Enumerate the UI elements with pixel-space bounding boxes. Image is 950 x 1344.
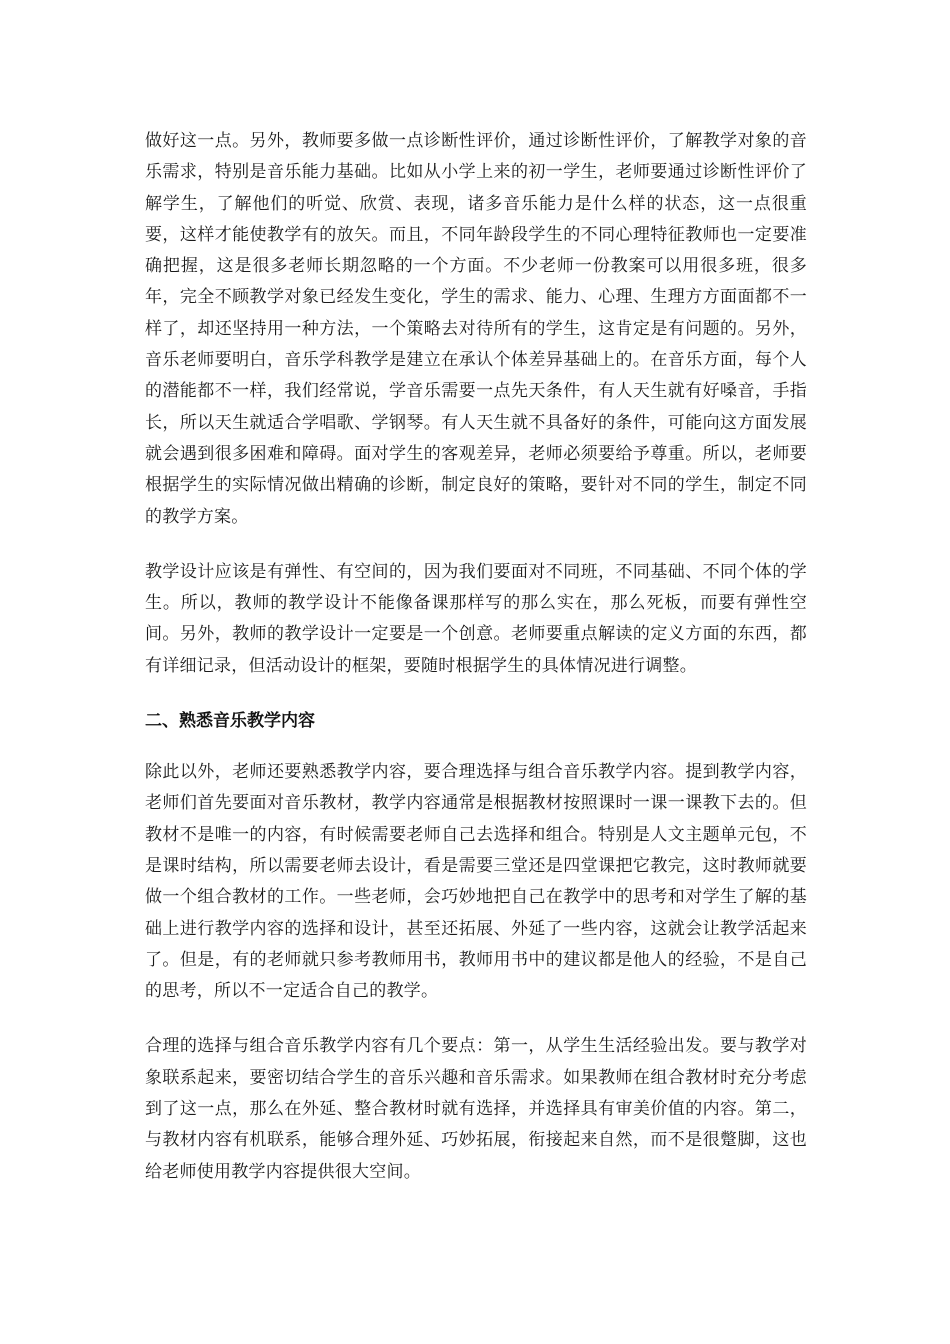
body-paragraph: 做好这一点。另外，教师要多做一点诊断性评价，通过诊断性评价，了解教学对象的音乐需求，特别是音乐能力基础。比如从小学上来的初一学生，老师要通过诊断性评价了解学生，了解他们的听觉、欣赏、表现，诸多音乐能力是什么样的状态，这一点很重要，这样才能使教学有的放矢。而且，不同年龄段学生的不同心理特征教师也一定要准确把握，这是很多老师长期忽略的一个方面。不少老师一份教案可以用很多班，很多年，完全不顾教学对象已经发生变化，学生的需求、能力、心理、生理方方面面都不一样了，却还坚持用一种方法，一个策略去对待所有的学生，这肯定是有问题的。另外，音乐老师要明白，音乐学科教学是建立在承认个体差异基础上的。在音乐方面，每个人的潜能都不一样，我们经常说，学音乐需要一点先天条件，有人天生就有好嗓音，手指长，所以天生就适合学唱歌、学钢琴。有人天生就不具备好的条件，可能向这方面发展就会遇到很多困难和障碍。面对学生的客观差异，老师必须要给予尊重。所以，老师要根据学生的实际情况做出精确的诊断，制定良好的策略，要针对不同的学生，制定不同的教学方案。 [145,131,807,527]
body-paragraph: 合理的选择与组合音乐教学内容有几个要点：第一，从学生生活经验出发。要与教学对象联系起来，要密切结合学生的音乐兴趣和音乐需求。如果教师在组合教材时充分考虑到了这一点，那么在外延、整合教材时就有选择，并选择具有审美价值的内容。第二，与教材内容有机联系，能够合理外延、巧妙拓展，衔接起来自然，而不是很蹩脚，这也给老师使用教学内容提供很大空间。 [145,1036,807,1182]
section-heading: 二、熟悉音乐教学内容 [145,711,315,732]
body-paragraph: 除此以外，老师还要熟悉教学内容，要合理选择与组合音乐教学内容。提到教学内容，老师们首先要面对音乐教材，教学内容通常是根据教材按照课时一课一课教下去的。但教材不是唯一的内容，有时候需要老师自己去选择和组合。特别是人文主题单元包，不是课时结构，所以需要老师去设计，看是需要三堂还是四堂课把它教完，这时教师就要做一个组合教材的工作。一些老师，会巧妙地把自己在教学中的思考和对学生了解的基础上进行教学内容的选择和设计，甚至还拓展、外延了一些内容，这就会让教学活起来了。但是，有的老师就只参考教师用书，教师用书中的建议都是他人的经验，不是自己的思考，所以不一定适合自己的教学。 [145,762,807,1002]
document-page [145,126,807,1188]
body-paragraph: 教学设计应该是有弹性、有空间的，因为我们要面对不同班，不同基础、不同个体的学生。所以，教师的教学设计不能像备课那样写的那么实在，那么死板，而要有弹性空间。另外，教师的教学设计一定要是一个创意。老师要重点解读的定义方面的东西，都有详细记录，但活动设计的框架，要随时根据学生的具体情况进行调整。 [145,561,807,676]
